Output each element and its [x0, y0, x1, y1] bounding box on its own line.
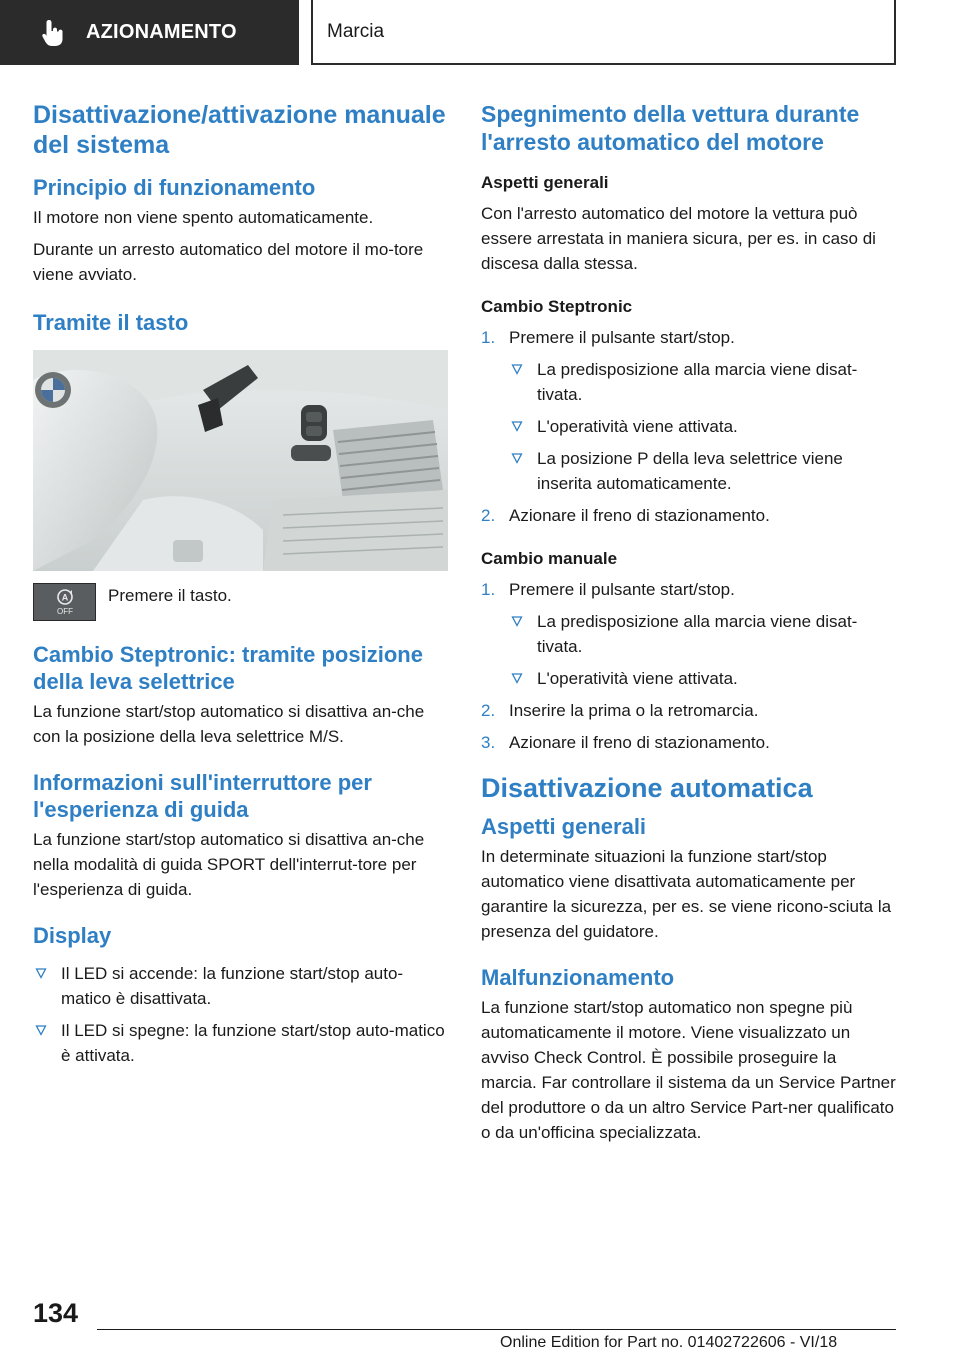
manual-toggle-title: Disattivazione/attivazione manuale del sistema — [33, 101, 446, 159]
display-heading: Display — [33, 923, 112, 948]
page-number: 134 — [33, 1298, 79, 1328]
triangle-bullet-icon — [511, 420, 523, 432]
step-item: 2. Azionare il freno di stazionamento. — [481, 506, 770, 525]
triangle-bullet-icon — [35, 1024, 47, 1036]
principle-heading: Principio di funzionamento — [33, 175, 316, 200]
svg-text:A: A — [61, 592, 68, 603]
auto-general-heading: Aspetti generali — [481, 814, 647, 839]
steptronic-subheading: Cambio Steptronic — [481, 297, 633, 316]
footer-divider — [97, 1329, 896, 1330]
driving-switch-heading: Informazioni sull'interruttore per l'esperienza di guida — [33, 770, 372, 822]
left-column — [33, 100, 448, 1075]
auto-general-text: In determinate situazioni la funzione start/stop automatico viene disattivata automaticamente per garantire la sicurezza, per es. se viene ricono‐sciuta la presenza del guidatore. — [481, 847, 892, 941]
step-item: 1. Premere il pulsante start/stop. La predisposizione alla marcia viene disat‐tivata. L'operatività viene attivata. — [481, 577, 896, 691]
list-item: L'operatività viene attivata. — [509, 414, 896, 439]
principle-text-2: Durante un arresto automatico del motore il mo‐tore viene avviato. — [33, 240, 424, 284]
edition-text: Online Edition for Part no. 01402722606 - VI/18 — [500, 1334, 838, 1351]
manual-subheading: Cambio manuale — [481, 549, 618, 568]
list-item: La posizione P della leva selettrice viene inserita automaticamente. — [509, 446, 896, 496]
step-item: 2. Inserire la prima o la retromarcia. — [481, 701, 759, 720]
list-item: Il LED si accende: la funzione start/stop auto‐matico è disattivata. — [33, 961, 448, 1011]
manual-steps — [481, 577, 896, 755]
auto-start-stop-off-button[interactable] — [33, 583, 96, 621]
chapter-tab[interactable] — [0, 0, 299, 65]
start-stop-off-icon — [45, 587, 85, 617]
principle-text-1: Il motore non viene spento automaticamente. — [33, 208, 374, 227]
dashboard-illustration — [33, 350, 448, 571]
general-text: Con l'arresto automatico del motore la vettura può essere arrestata in maniera sicura, per es. in caso di discesa dalla stessa. — [481, 204, 876, 273]
steptronic-heading: Cambio Steptronic: tramite posizione della leva selettrice — [33, 642, 423, 694]
triangle-bullet-icon — [511, 452, 523, 464]
chapter-title: AZIONAMENTO — [86, 21, 237, 43]
step-item: 1. Premere il pulsante start/stop. La predisposizione alla marcia viene disat‐tivata. L'operatività viene attivata. La posizione P della leva selettrice viene inserita automaticamente. — [481, 325, 896, 496]
general-heading: Aspetti generali — [481, 173, 609, 192]
section-title: Marcia — [327, 20, 385, 42]
triangle-bullet-icon — [35, 967, 47, 979]
button-instruction — [33, 583, 448, 621]
steptronic-text: La funzione start/stop automatico si disattiva an‐che con la posizione della leva selettrice M/S. — [33, 702, 425, 746]
driving-switch-text: La funzione start/stop automatico si disattiva an‐che nella modalità di guida SPORT dell'interrut‐tore per l'esperienza di guida. — [33, 830, 425, 899]
button-heading: Tramite il tasto — [33, 310, 189, 335]
display-list — [33, 961, 448, 1068]
list-item: La predisposizione alla marcia viene disat‐tivata. — [509, 609, 896, 659]
step-item: 3. Azionare il freno di stazionamento. — [481, 733, 770, 752]
list-item: La predisposizione alla marcia viene disat‐tivata. — [509, 357, 896, 407]
triangle-bullet-icon — [511, 672, 523, 684]
triangle-bullet-icon — [511, 363, 523, 375]
auto-deactivation-title: Disattivazione automatica — [481, 773, 813, 803]
section-tab[interactable] — [311, 0, 896, 65]
shutdown-title: Spegnimento della vettura durante l'arresto automatico del motore — [481, 101, 860, 155]
hand-pointer-icon — [40, 18, 66, 48]
button-instruction-text: Premere il tasto. — [108, 586, 232, 605]
malfunction-text: La funzione start/stop automatico non spegne più automaticamente il motore. Viene visualizzato un avviso Check Control. È possibile proseguire la marcia. Far controllare il sistema da un Service Partner del produttore o da un altro Service Part‐ner qualificato o da un'officina specializzata. — [481, 998, 896, 1142]
right-column — [481, 100, 896, 1152]
list-item: L'operatività viene attivata. — [509, 666, 896, 691]
dashboard-photo — [33, 350, 448, 571]
list-item: Il LED si spegne: la funzione start/stop auto‐matico è attivata. — [33, 1018, 448, 1068]
malfunction-heading: Malfunzionamento — [481, 965, 675, 990]
off-label: OFF — [56, 607, 73, 616]
steptronic-steps — [481, 325, 896, 528]
triangle-bullet-icon — [511, 615, 523, 627]
